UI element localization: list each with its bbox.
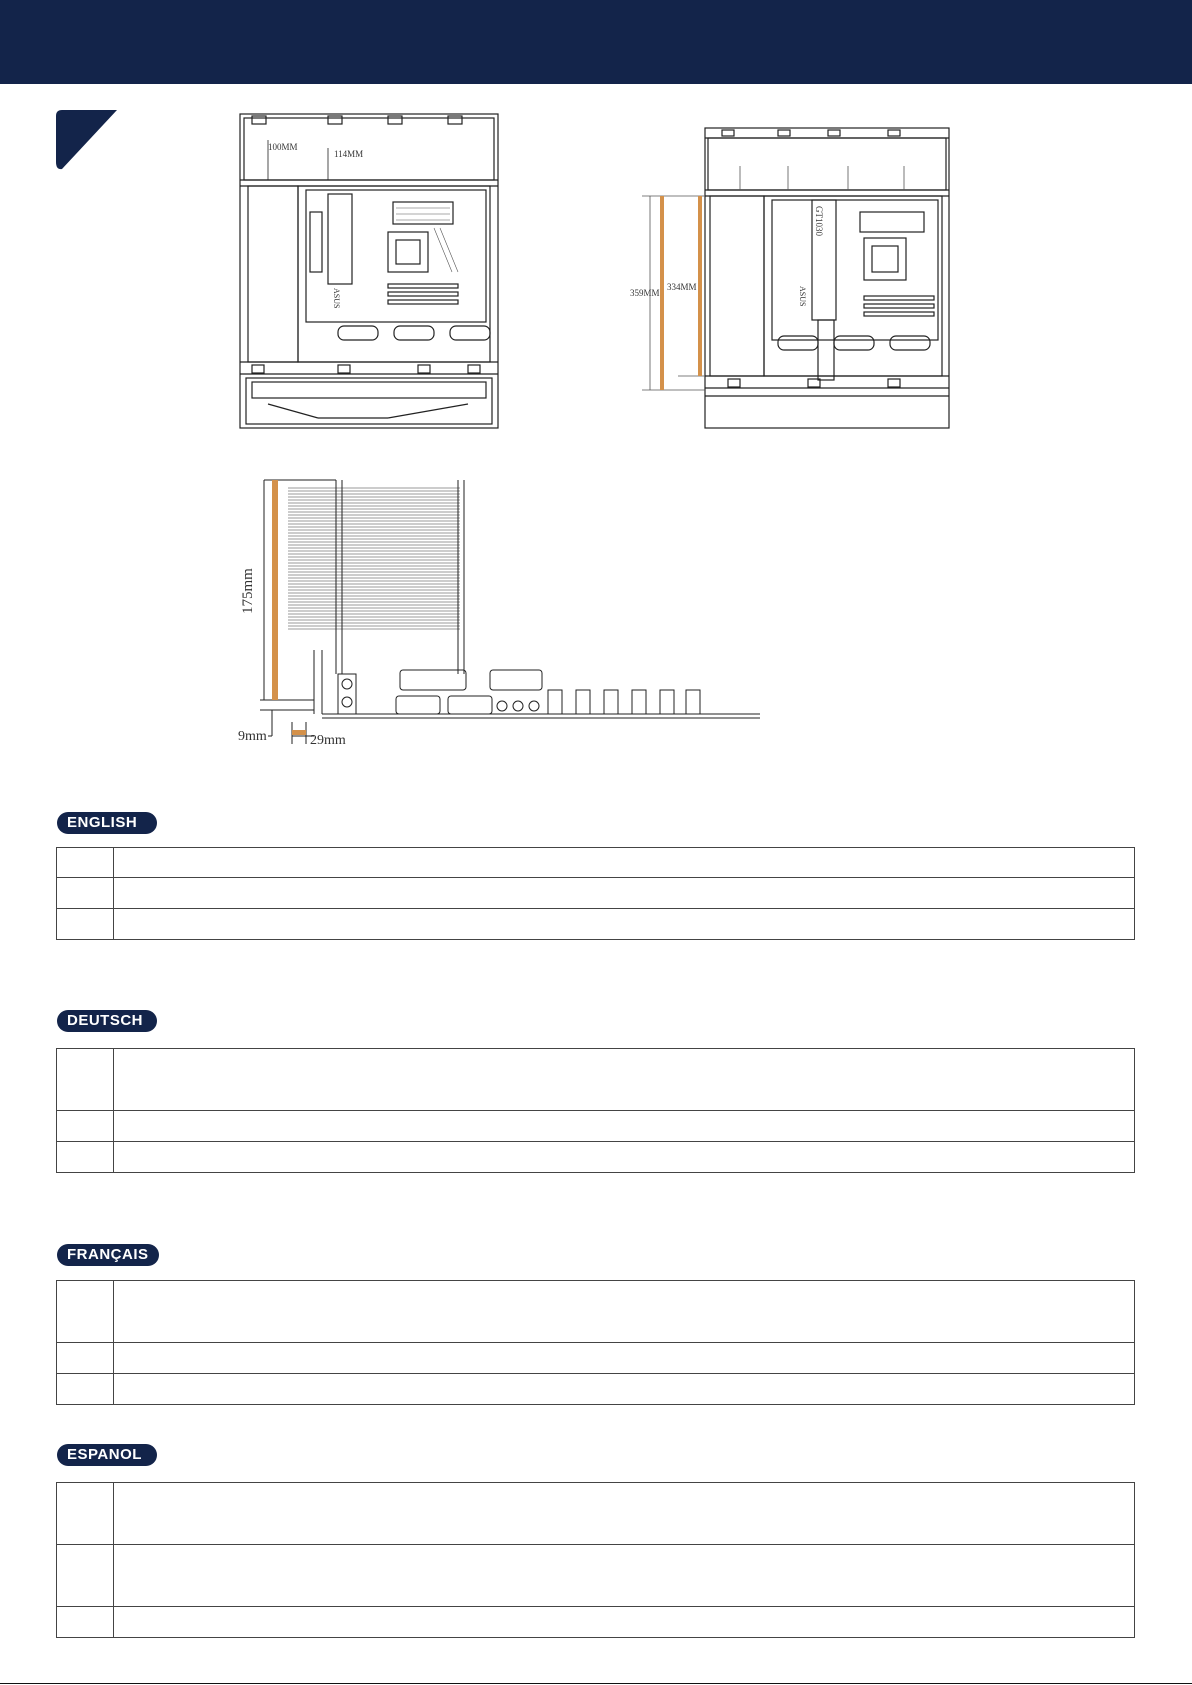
cooler-offset-b-label: 29mm [310, 733, 346, 748]
table-row [57, 1607, 1135, 1638]
table-cell [57, 1483, 114, 1545]
case-top-view-drawing [238, 112, 500, 430]
table-cell [57, 1111, 114, 1142]
table-row [57, 878, 1135, 909]
side-view-dim-a: 359MM [630, 288, 660, 298]
language-label-deutsch: DEUTSCH [57, 1010, 157, 1032]
table-row [57, 848, 1135, 878]
table-row [57, 1281, 1135, 1343]
case-side-view-drawing [628, 126, 958, 430]
table-row [57, 1111, 1135, 1142]
table-cell [57, 1049, 114, 1111]
table-cell [114, 1545, 1135, 1607]
table-cell [114, 1483, 1135, 1545]
table-row [57, 1142, 1135, 1173]
header-band [0, 0, 1192, 84]
top-view-dim-b: 114MM [334, 149, 364, 159]
language-label-english: ENGLISH [57, 812, 157, 834]
language-label-espanol: ESPANOL [57, 1444, 157, 1466]
table-cell [114, 848, 1135, 878]
table-cell [57, 848, 114, 878]
table-cell [57, 1281, 114, 1343]
top-view-brand: ASUS [332, 288, 341, 309]
francais-table [56, 1280, 1135, 1405]
table-cell [114, 1111, 1135, 1142]
table-row [57, 1374, 1135, 1405]
table-cell [57, 1545, 114, 1607]
table-cell [114, 1343, 1135, 1374]
table-cell [114, 1142, 1135, 1173]
footer-rule [0, 1683, 1192, 1684]
cooler-clearance-drawing [230, 474, 760, 756]
table-cell [114, 1281, 1135, 1343]
table-cell [114, 878, 1135, 909]
table-row [57, 1049, 1135, 1111]
table-row [57, 909, 1135, 940]
table-cell [57, 909, 114, 940]
table-cell [114, 1607, 1135, 1638]
side-view-brand: ASUS [798, 286, 807, 307]
english-table [56, 847, 1135, 940]
table-row [57, 1483, 1135, 1545]
top-view-dim-a: 100MM [268, 142, 298, 152]
table-cell [57, 1374, 114, 1405]
table-cell [57, 1142, 114, 1173]
cooler-height-label: 175mm [240, 568, 256, 614]
table-cell [57, 878, 114, 909]
cooler-offset-a-label: 9mm [238, 729, 267, 744]
section-corner-marker [56, 110, 117, 171]
table-cell [114, 1049, 1135, 1111]
deutsch-table [56, 1048, 1135, 1173]
table-cell [57, 1607, 114, 1638]
espanol-table [56, 1482, 1135, 1638]
side-view-card-label: GT1030 [814, 206, 824, 236]
table-cell [114, 1374, 1135, 1405]
table-cell [57, 1343, 114, 1374]
language-label-francais: FRANÇAIS [57, 1244, 159, 1266]
table-cell [114, 909, 1135, 940]
table-row [57, 1545, 1135, 1607]
table-row [57, 1343, 1135, 1374]
side-view-dim-b: 334MM [667, 282, 697, 292]
